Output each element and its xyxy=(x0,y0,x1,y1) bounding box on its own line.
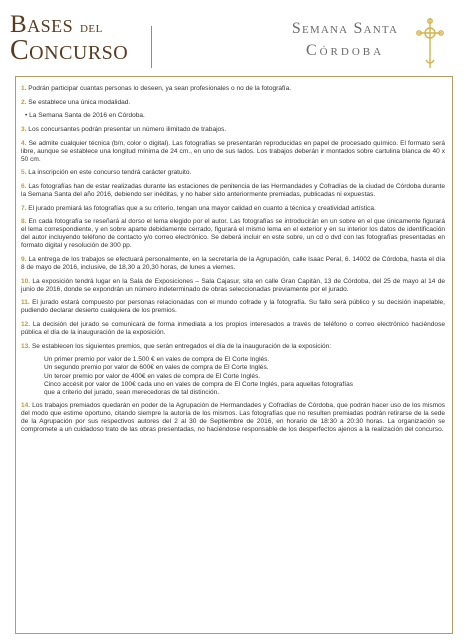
header-divider xyxy=(151,26,152,68)
rule-item xyxy=(21,169,445,177)
cross-icon xyxy=(415,16,445,70)
rule-item xyxy=(21,205,445,213)
rule-item xyxy=(21,299,445,315)
title-concurso: Concurso xyxy=(10,35,129,66)
rule-item xyxy=(21,99,445,107)
rule-text: • La Semana Santa de 2016 en Córdoba. xyxy=(25,112,145,120)
rule-number: 10. xyxy=(21,277,31,285)
rule-number: 5. xyxy=(21,169,27,177)
rule-number: 4. xyxy=(21,139,27,147)
rule-item xyxy=(21,183,445,199)
prize-item: Cinco accésit por valor de 100€ cada uno en vales de compra de El Corte Inglés, para aquellas fotografías xyxy=(44,380,353,388)
rule-number: 11. xyxy=(21,299,30,307)
brand-line-1: Semana Santa xyxy=(291,20,399,37)
rule-item xyxy=(21,140,445,164)
rule-number: 12. xyxy=(21,321,31,329)
rule-number: 3. xyxy=(21,125,27,133)
rule-text: La inscripción en este concurso tendrá carácter gratuito. xyxy=(28,169,192,177)
rule-text: Se establecen los siguientes premios, que serán entregados el día de la inauguración de la exposición: xyxy=(31,342,332,350)
rule-item xyxy=(21,85,445,93)
rule-number: 6. xyxy=(21,182,27,190)
rule-number: 14. xyxy=(21,402,31,410)
prize-list xyxy=(21,356,445,396)
rule-text: Podrán participar cuantas personas lo deseen, ya sean profesionales o no de la fotografía. xyxy=(28,85,292,92)
rule-text: Las fotografías han de estar realizadas durante las estaciones de penitencia de las Hermandades y Cofradías de la ciudad de Córdoba durante la Semana Santa del año 2016, debiendo ser inéditas, y no haber sido anteriormente premiadas, publicadas ni expuestas. xyxy=(21,182,445,198)
rule-number: 8. xyxy=(21,218,27,226)
rule-number: 13. xyxy=(21,342,31,350)
rule-text: Los concursantes podrán presentar un número ilimitado de trabajos. xyxy=(28,125,227,133)
rule-text: El jurado estará compuesto por personas relacionadas con el mundo cofrade y la fotografía. Su fallo será público y su decisión inapelable, pudiendo declarar desierto cualquiera de los premios. xyxy=(21,299,445,315)
title-line-1 xyxy=(10,12,128,37)
rule-item xyxy=(21,256,445,272)
rule-text: Se establece una única modalidad. xyxy=(28,98,131,106)
page-title xyxy=(10,12,128,65)
prize-item: Un segundo premio por valor de 600€ en vales de compra de El Corte Inglés. xyxy=(44,364,269,372)
rule-item xyxy=(21,402,445,434)
title-del: del xyxy=(79,19,103,36)
rule-item xyxy=(21,321,445,337)
rule-number: 2. xyxy=(21,98,27,106)
rule-item xyxy=(21,218,445,250)
rule-item xyxy=(21,278,445,294)
rule-number: 9. xyxy=(21,256,27,264)
header xyxy=(0,0,466,72)
rule-item xyxy=(21,126,445,134)
prize-item: Un tercer premio por valor de 400€ en vales de compra de El Corte Inglés. xyxy=(44,372,261,380)
rule-text: Se admite cualquier técnica (b/n, color o digital). Las fotografías se presentarán reproducidas en papel de procesado químico. El formato será libre, aunque se establece una longitud mínima de 24 cm., en uno de sus lados. Los trabajos deberán ir montados sobre cartulina blanca de 40 x 50 cm. xyxy=(21,139,446,163)
rule-bullet xyxy=(21,112,445,120)
prize-item: Un primer premio por valor de 1.500 € en vales de compra de El Corte Inglés. xyxy=(44,356,270,364)
rules-list xyxy=(21,85,445,440)
rule-item xyxy=(21,343,445,351)
rule-number: 7. xyxy=(21,204,27,212)
rule-number: 1. xyxy=(21,85,27,92)
rule-text: La exposición tendrá lugar en la Sala de Exposiciones – Sala Cajasur, sita en calle Gran Capitán, 13 de Córdoba, del 25 de mayo al 14 de junio de 2016, donde se expondrán un número indeterminado de obras seleccionadas previamente por el jurado. xyxy=(21,277,445,293)
rule-text: El jurado premiará las fotografías que a su criterio, tengan una mayor calidad en cuanto a técnica y creatividad artística. xyxy=(28,204,376,212)
rule-text: La decisión del jurado se comunicará de forma inmediata a los propios interesados a través de teléfono o correo electrónico haciéndose pública el día de la inauguración de la exposición. xyxy=(21,321,445,337)
prize-item: que a criterio del jurado, sean merecedoras de tal distinción. xyxy=(44,388,220,396)
rule-text: En cada fotografía se reseñará al dorso el lema elegido por el autor. Las fotografías se introducirán en un sobre en el que únicamente figurará el lema correspondiente, y en sobre aparte debidamente cerrado, figurará el mismo lema en el exterior y en su interior los datos de identificación del autor incluyendo teléfono de contacto y/o correo electrónico. Se deberá incluir en este sobre, un cd o dvd con las fotografías presentadas en formato digital y resolución de 300 pp. xyxy=(21,218,445,250)
brand-logo-text xyxy=(280,20,410,60)
title-bases: Bases xyxy=(10,11,74,38)
brand-line-2: Córdoba xyxy=(305,42,385,59)
rule-text: Los trabajos premiados quedarán en poder de la Agrupación de Hermandades y Cofradías de Córdoba, que podrán hacer uso de los mismos del modo que estime oportuno, citando siempre la autoría de los mismos. Las fotografías que no resulten premiadas podrán retirarse de la sede de la Agrupación por sus respectivos autores del 2 al 30 de Septiembre de 2016, en horario de 18:30 a 20:30 horas. La organización se compromete a un cuidadoso trato de las obras presentadas, no haciéndose responsable de los desperfectos ajenos a la realización del concurso. xyxy=(21,402,445,434)
rule-text: La entrega de los trabajos se efectuará personalmente, en la secretaría de la Agrupación, calle Isaac Peral, 6. 14002 de Córdoba, hasta el día 8 de mayo de 2016, inclusive, de 18,30 a 20,30 horas, de lunes a viernes. xyxy=(21,256,445,272)
